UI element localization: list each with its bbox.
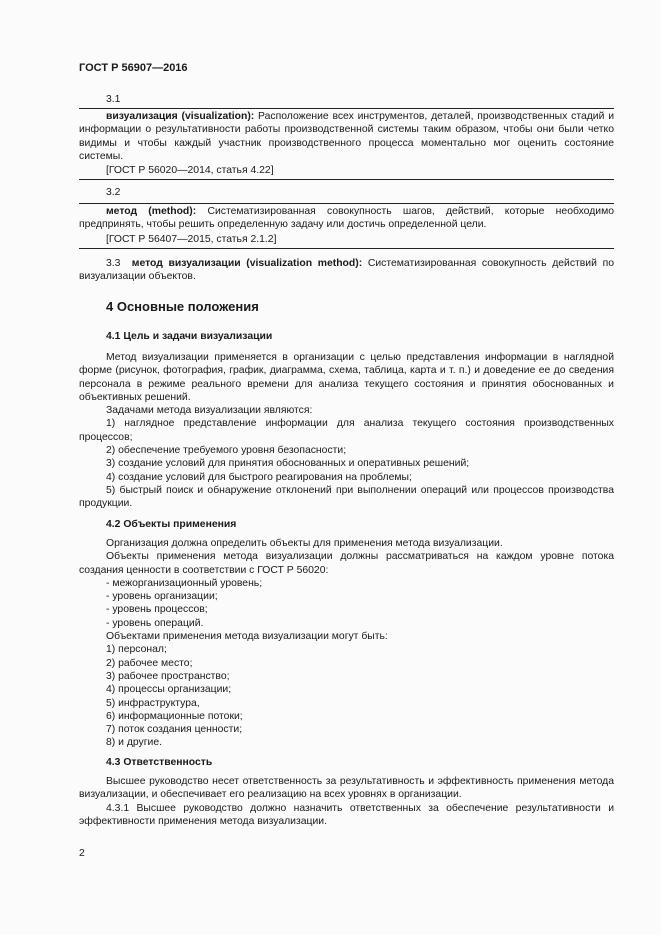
paragraph: Объекты применения метода визуализации должны рассматриваться на каждом уровне потока создания ценности в соответствии с ГОСТ Р 56020:	[79, 551, 614, 576]
subsection-4-2-heading: 4.2 Объекты применения	[106, 519, 237, 530]
term-3-2-text: Систематизированная совокупность шагов, действий, которые необходимо предпринять, чтобы решить определенную задачу или достичь определенной цели.	[79, 206, 615, 231]
list-item: 4) процессы организации;	[106, 684, 232, 696]
list-item: 5) инфраструктура,	[106, 697, 200, 709]
term-3-1-definition	[79, 109, 614, 163]
term-3-2-reference: [ГОСТ Р 56407—2015, статья 2.1.2]	[106, 233, 277, 245]
term-3-2-number: 3.2	[106, 187, 121, 198]
term-3-2-box	[79, 203, 614, 249]
subsection-4-3-body	[79, 775, 614, 828]
dash-item: - уровень операций.	[106, 617, 204, 629]
term-3-1-term: визуализация (visualization):	[106, 111, 255, 122]
list-item: 3) рабочее пространство;	[106, 670, 230, 682]
list-item: 1) персонал;	[106, 644, 167, 656]
subsection-4-2-body	[79, 537, 614, 750]
term-3-3-definition	[79, 257, 614, 284]
paragraph: 4.3.1 Высшее руководство должно назначить ответственных за обеспечение результативности и эффективности применения метода визуализации.	[79, 802, 614, 827]
term-3-1-box	[79, 108, 614, 180]
list-item: 4) создание условий для быстрого реагирования на проблемы;	[106, 471, 412, 483]
subsection-4-1-heading: 4.1 Цель и задачи визуализации	[106, 331, 273, 342]
term-3-1-reference: [ГОСТ Р 56020—2014, статья 4.22]	[106, 165, 274, 177]
list-item: 7) поток создания ценности;	[106, 724, 243, 736]
term-3-3	[79, 257, 614, 284]
list-item: 6) информационные потоки;	[106, 710, 243, 722]
paragraph: Метод визуализации применяется в организации с целью представления информации в наглядной форме (рисунок, фотография, график, диаграмма, схема, таблица, карта и т. п.) и доведение ее до сведения персонала в режиме реального времени для анализа текущего состояния и принятия обоснованных и объективных решений.	[79, 352, 614, 403]
term-3-2-definition	[79, 204, 614, 232]
paragraph: Высшее руководство несет ответственность за результативность и эффективность применения метода визуализации, и обеспечивает его реализацию на всех уровнях в организации.	[79, 776, 614, 801]
paragraph: Объектами применения метода визуализации могут быть:	[106, 631, 388, 643]
list-item: 2) рабочее место;	[106, 657, 193, 669]
document-header: ГОСТ Р 56907—2016	[79, 62, 188, 74]
dash-item: - уровень процессов;	[106, 604, 208, 616]
dash-item: - межорганизационный уровень;	[106, 577, 263, 589]
term-3-1-number: 3.1	[106, 94, 121, 105]
list-item: 5) быстрый поиск и обнаружение отклонений при выполнении операций или процессов производства продукции.	[79, 484, 614, 510]
term-3-3-number: 3.3	[106, 258, 121, 269]
list-item: 1) наглядное представление информации для анализа текущего состояния производственных процессов;	[79, 418, 614, 443]
term-3-1-text: Расположение всех инструментов, деталей, производственных стадий и информации о результативности работы производственной системы таким образом, чтобы они были четко видимы и чтобы каждый участник производственного процесса моментально мог оценить состояние системы.	[79, 111, 614, 162]
dash-item: - уровень организации;	[106, 591, 218, 603]
term-3-3-term: метод визуализации (visualization method):	[131, 258, 363, 269]
paragraph: Организация должна определить объекты для применения метода визуализации.	[106, 538, 503, 549]
section-4-heading: 4 Основные положения	[106, 299, 259, 314]
list-item: 3) создание условий для принятия обоснованных и оперативных решений;	[106, 458, 470, 470]
paragraph: Задачами метода визуализации являются:	[106, 405, 313, 417]
term-3-3-text: Систематизированная совокупность действий по визуализации объектов.	[79, 258, 614, 283]
subsection-4-1-body	[79, 351, 614, 511]
term-3-2-term: метод (method):	[106, 206, 197, 217]
subsection-4-3-heading: 4.3 Ответственность	[106, 757, 213, 768]
list-item: 8) и другие.	[106, 737, 162, 749]
page-number: 2	[79, 848, 85, 859]
list-item: 2) обеспечение требуемого уровня безопасности;	[106, 445, 347, 457]
